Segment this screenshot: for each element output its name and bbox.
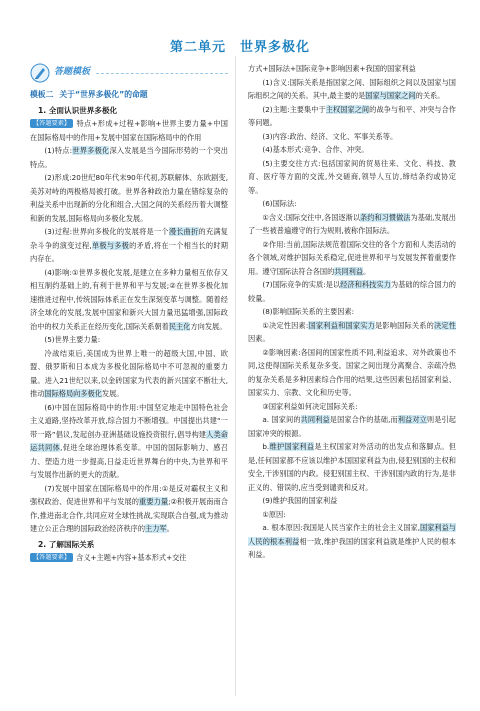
paragraph-decisive: ①决定性因素:国家利益和国家实力是影响国际关系的决定性因素。 — [248, 320, 456, 343]
section-heading-2: 2. 了解国际关系 — [38, 539, 95, 549]
paragraph-powers-heading: (5)世界主要力量: — [44, 335, 101, 344]
model-subtitle — [30, 88, 228, 102]
model-label: 模板二 — [30, 90, 54, 99]
paragraph-law-meaning: ①含义:国际交往中,各国逐渐以条约和习惯做法为基础,发展出了一些被普遍遵守的行为规则,被称作国际法。 — [248, 212, 456, 235]
paragraph-intl-law: (6)国际法: — [262, 199, 297, 208]
paragraph-content: (3)内容:政治、经济、文化、军事关系等。 — [262, 131, 398, 141]
answer-model-title: 答题模板 — [54, 67, 91, 78]
dashed-rule — [96, 73, 228, 74]
paragraph-interest-decides: ③国家利益如何决定国际关系: — [262, 401, 358, 411]
key-elements-badge: 【答题要素】 — [30, 119, 73, 128]
paragraph-developing-role: (7)发展中国家在国际格局中的作用:①是反对霸权主义和强权政治、促进世界和平与发展的重要力量;②积极开展南南合作,推进南北合作,共同应对全球性挑战,实现联合自强,成为推动建立公正合理的国际政治经济秩序的主力军。 — [30, 483, 228, 533]
paragraph-root-reason: a. 根本原因:我国是人民当家作主的社会主义国家,国家利益与人民的根本利益相一致,维护我国的国家利益就是维护人民的根本利益。 — [248, 523, 456, 559]
key-elements-1 — [30, 117, 228, 144]
pen-badge-icon — [30, 63, 50, 83]
paragraph-formation: (2)形成:20世纪80年代末90年代初,苏联解体、东欧剧变,美苏对峙的两极格局被打破。世界各种政治力量在错综复杂的利益关系中出现新的分化和组合,大国之间的关系经历着大调整和新的发展,国际格局向多极化发展。 — [30, 173, 228, 223]
unit-title: 第二单元 世界多极化 — [169, 40, 310, 55]
paragraph-process: (3)过程:世界向多极化的发展将是一个漫长曲折的充满复杂斗争的演变过程,单极与多极的矛盾,将在一个相当长的时期内存在。 — [30, 227, 228, 263]
key-elements-text: 特点+形成+过程+影响+世界主要力量+中国在国际格局中的作用+发展中国家在国际格局中的作用 — [30, 119, 228, 142]
key-elements-badge: 【答题要素】 — [30, 553, 73, 562]
paragraph-feature: (1)特点:世界多极化深入发展是当今国际形势的一个突出特点。 — [30, 146, 228, 169]
model-topic: 关于“世界多极化”的命题 — [59, 90, 148, 99]
paragraph-impact: (4)影响:①世界多极化发展,是建立在多种力量相互依存又相互制约基础上的,有利于世界和平与发展;②在世界多极化加速推进过程中,传统国际体系正在发生深刻变革与调整。随着经济全球化的发展,发展中国家和新兴大国力量迅猛增强,国际政治中的权力关系正在经历变化,国际关系朝着民主化方向发展。 — [30, 267, 228, 331]
paragraph-our-interest: (9)维护我国的国家利益 — [262, 496, 338, 505]
paragraph-influences: ②影响因素:各国间的国家性质不同,利益追求、对外政策也不同,这使得国际关系复杂多变。国家之间出现分离聚合、亲疏冷热的复杂关系是多种因素综合作用的结果,这些因素包括国家利益、国家实力、宗教、文化和历史等。 — [248, 347, 456, 397]
paragraph-competition: (7)国际竞争的实质:是以经济和科技实力为基础的综合国力的较量。 — [248, 280, 456, 303]
key-elements-2 — [30, 551, 228, 565]
paragraph-law-role: ②作用:当前,国际法规范着国际交往的各个方面和人类活动的各个领域,对维护国际关系稳定,促进世界和平与发展发挥着重要作用。遵守国际法符合各国的共同利益。 — [248, 239, 456, 276]
key-elements-text: 含义+主题+内容+基本形式+交往 — [76, 553, 187, 562]
column-divider — [235, 56, 236, 696]
key-elements-continued: 方式+国际法+国际竞争+影响因素+我国的国家利益 — [248, 64, 416, 73]
paragraph-theme: (2)主题:主要集中于主权国家之间的战争与和平、冲突与合作等问题。 — [248, 104, 456, 127]
paragraph-exchange: (5)主要交往方式:包括国家间的贸易往来、文化、科技、教育、医疗等方面的交流,外交磋商,领导人互访,缔结条约或协定等。 — [248, 158, 456, 195]
section-heading-1: 1. 全面认识世界多极化 — [38, 105, 118, 115]
right-column — [248, 62, 456, 562]
paragraph-common-interest: a. 国家间的共同利益是国家合作的基础,而利益对立则是引起国家冲突的根源。 — [248, 415, 456, 438]
left-column — [30, 60, 228, 565]
paragraph-safeguard: b.维护国家利益是主权国家对外活动的出发点和落脚点。但是,任何国家都不应该以维护本国国家利益为由,侵犯别国的主权和安全,干涉别国的内政。侵犯别国主权、干涉别国内政的行为,是非正义的、错误的,应当受到谴责和反对。 — [248, 442, 456, 492]
answer-model-header — [30, 62, 228, 84]
paragraph-factors: (8)影响国际关系的主要因素: — [262, 307, 355, 316]
paragraph-definition: (1)含义:国际关系是指国家之间、国际组织之间以及国家与国际组织之间的关系。其中,最主要的是国家与国家之间的关系。 — [248, 77, 456, 100]
paragraph-forms: (4)基本形式:竞争、合作、冲突。 — [262, 145, 369, 154]
paragraph-reason: ①原因: — [262, 509, 286, 519]
paragraph-china-role: (6)中国在国际格局中的作用:中国坚定地走中国特色社会主义道路,坚持改革开放,综合国力不断增强。中国提出共建“一带一路”倡议,发起创办亚洲基础设施投资银行,倡导构建人类命运共同体,促进全球治理体系变革。中国的国际影响力、感召力、塑造力进一步提高,日益走近世界舞台的中央,为世界和平与发展作出新的更大的贡献。 — [30, 402, 228, 479]
paragraph-powers: 冷战结束后,美国成为世界上唯一的超级大国,中国、欧盟、俄罗斯和日本成为多极化国际格局中不可忽视的重要力量。进入21世纪以来,以金砖国家为代表的新兴国家不断壮大,推动国际格局向多极化发展。 — [30, 348, 228, 398]
